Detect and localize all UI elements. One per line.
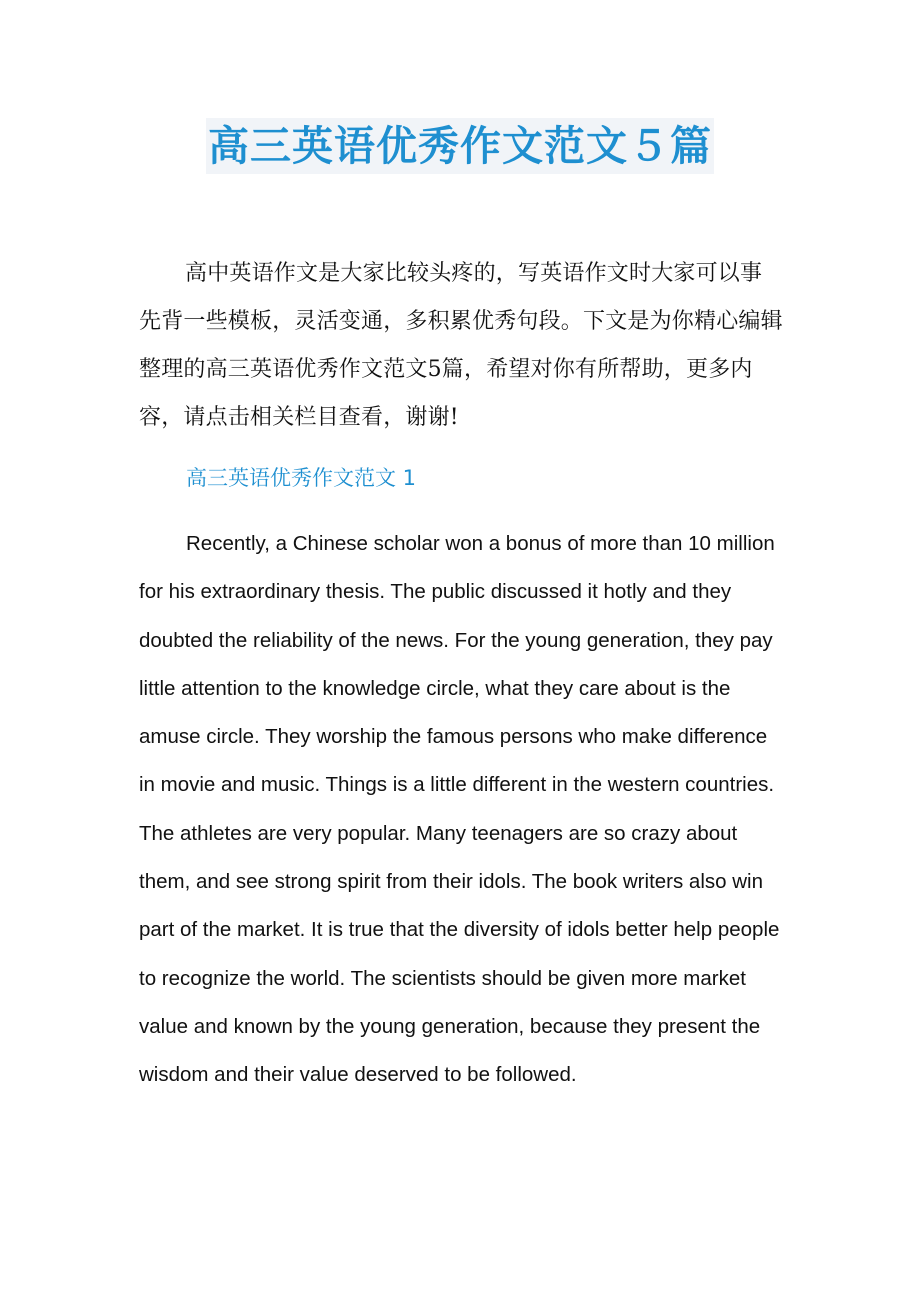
document-title: 高三英语优秀作文范文５篇 [206,118,714,174]
title-container [0,118,920,174]
essay-paragraph: Recently, a Chinese scholar won a bonus of more than 10 million for his extraordinary thesis. The public discussed it hotly and they doubted the reliability of the news. For the young generation, they pay little attention to the knowledge circle, what they care about is the amuse circle. They worship the famous persons who make difference in movie and music. Things is a little different in the western countries. The athletes are very popular. Many teenagers are so crazy about them, and see strong spirit from their idols. The book writers also win part of the market. It is true that the diversity of idols better help people to recognize the world. The scientists should be given more market value and known by the young generation, because they present the wisdom and their value deserved to be followed. [139,532,780,1087]
intro-paragraph: 高中英语作文是大家比较头疼的，写英语作文时大家可以事先背一些模板，灵活变通，多积累优秀句段。下文是为你精心编辑整理的高三英语优秀作文范文5篇，希望对你有所帮助，更多内容，请点击相关栏目查看，谢谢! [139,261,783,430]
section-heading: 高三英语优秀作文范文 1 [186,466,417,490]
